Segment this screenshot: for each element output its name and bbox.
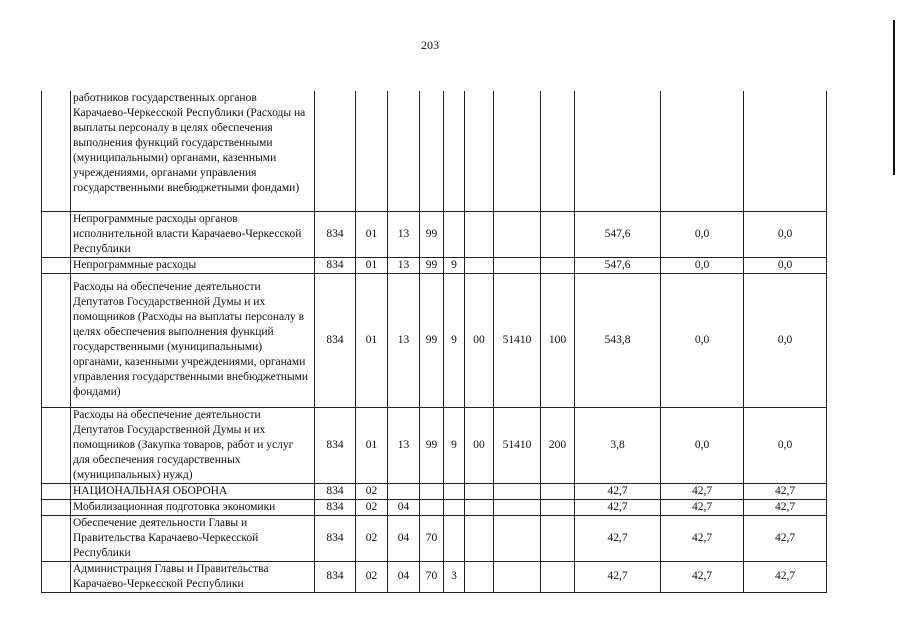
ved-cell: 834	[315, 211, 356, 257]
program-cell: 99	[420, 407, 444, 483]
activity-cell	[465, 515, 494, 561]
ved-cell: 834	[315, 407, 356, 483]
subprogram-cell: 9	[444, 407, 465, 483]
sum-year1-cell: 543,8	[575, 273, 661, 407]
pr-cell: 13	[388, 211, 420, 257]
row-name: Непрограммные расходы	[71, 257, 315, 273]
sum-year3-cell: 42,7	[744, 515, 827, 561]
row-name: Непрограммные расходы органов исполнительной власти Карачаево-Черкесской Республики	[71, 211, 315, 257]
subprogram-cell	[444, 211, 465, 257]
table-row	[42, 273, 827, 407]
sum-year2-cell	[661, 91, 744, 211]
subprogram-cell: 3	[444, 561, 465, 592]
ved-cell	[315, 91, 356, 211]
subprogram-cell	[444, 91, 465, 211]
sum-year2-cell: 42,7	[661, 499, 744, 515]
pr-cell: 13	[388, 273, 420, 407]
sum-year1-cell	[575, 91, 661, 211]
rz-cell: 02	[356, 499, 388, 515]
table-row	[42, 257, 827, 273]
activity-cell	[465, 91, 494, 211]
sum-year2-cell: 0,0	[661, 407, 744, 483]
vr-cell	[541, 483, 575, 499]
rz-cell: 02	[356, 515, 388, 561]
rz-cell: 01	[356, 407, 388, 483]
ved-cell: 834	[315, 515, 356, 561]
row-name: Мобилизационная подготовка экономики	[71, 499, 315, 515]
sum-year1-cell: 42,7	[575, 499, 661, 515]
row-name: Администрация Главы и Правительства Карачаево-Черкесской Республики	[71, 561, 315, 592]
ved-cell: 834	[315, 499, 356, 515]
rz-cell: 01	[356, 257, 388, 273]
direction-cell	[494, 257, 541, 273]
direction-cell: 51410	[494, 407, 541, 483]
sum-year2-cell: 42,7	[661, 561, 744, 592]
subprogram-cell	[444, 483, 465, 499]
pr-cell: 13	[388, 257, 420, 273]
sum-year2-cell: 42,7	[661, 515, 744, 561]
pr-cell: 13	[388, 407, 420, 483]
subprogram-cell: 9	[444, 273, 465, 407]
direction-cell	[494, 515, 541, 561]
pr-cell: 04	[388, 499, 420, 515]
table-row	[42, 515, 827, 561]
pr-cell: 04	[388, 515, 420, 561]
rz-cell: 02	[356, 483, 388, 499]
row-name: работников государственных органов Карачаево-Черкесской Республики (Расходы на выплаты персоналу в целях обеспечения выполнения функций государственными (муниципальными) органами, казенными учреждениями, органами управления государственными внебюджетными фондами)	[71, 91, 315, 211]
activity-cell	[465, 499, 494, 515]
sum-year3-cell: 0,0	[744, 407, 827, 483]
vr-cell	[541, 515, 575, 561]
vr-cell: 100	[541, 273, 575, 407]
program-cell: 70	[420, 515, 444, 561]
table-row	[42, 91, 827, 211]
sum-year2-cell: 0,0	[661, 211, 744, 257]
page-number: 203	[421, 38, 439, 52]
activity-cell	[465, 483, 494, 499]
table-row	[42, 483, 827, 499]
sum-year1-cell: 42,7	[575, 483, 661, 499]
activity-cell	[465, 211, 494, 257]
sum-year3-cell: 42,7	[744, 483, 827, 499]
row-name: Расходы на обеспечение деятельности Депутатов Государственной Думы и их помощников (Закупка товаров, работ и услуг для обеспечения государственных (муниципальных) нужд)	[71, 407, 315, 483]
table-row	[42, 561, 827, 592]
subprogram-cell	[444, 515, 465, 561]
direction-cell	[494, 483, 541, 499]
vr-cell	[541, 499, 575, 515]
ved-cell: 834	[315, 257, 356, 273]
sum-year2-cell: 0,0	[661, 257, 744, 273]
sum-year1-cell: 42,7	[575, 561, 661, 592]
sum-year3-cell	[744, 91, 827, 211]
vr-cell	[541, 211, 575, 257]
activity-cell: 00	[465, 273, 494, 407]
activity-cell: 00	[465, 407, 494, 483]
program-cell	[420, 499, 444, 515]
sum-year1-cell: 3,8	[575, 407, 661, 483]
ved-cell: 834	[315, 483, 356, 499]
program-cell	[420, 483, 444, 499]
direction-cell: 51410	[494, 273, 541, 407]
table-row	[42, 211, 827, 257]
subprogram-cell	[444, 499, 465, 515]
row-name: Обеспечение деятельности Главы и Правительства Карачаево-Черкесской Республики	[71, 515, 315, 561]
table-row	[42, 499, 827, 515]
direction-cell	[494, 561, 541, 592]
vr-cell	[541, 91, 575, 211]
vr-cell	[541, 561, 575, 592]
rz-cell	[356, 91, 388, 211]
direction-cell	[494, 91, 541, 211]
sum-year1-cell: 547,6	[575, 211, 661, 257]
rz-cell: 01	[356, 273, 388, 407]
sum-year3-cell: 0,0	[744, 211, 827, 257]
activity-cell	[465, 561, 494, 592]
program-cell: 99	[420, 257, 444, 273]
activity-cell	[465, 257, 494, 273]
row-name: Расходы на обеспечение деятельности Депутатов Государственной Думы и их помощников (Расходы на выплаты персоналу в целях обеспечения выполнения функций государственными (муниципальными) органами, казенными учреждениями, органами управления государственными внебюджетными фондами)	[71, 273, 315, 407]
sum-year3-cell: 0,0	[744, 257, 827, 273]
direction-cell	[494, 499, 541, 515]
sum-year2-cell: 42,7	[661, 483, 744, 499]
sum-year3-cell: 0,0	[744, 273, 827, 407]
sum-year3-cell: 42,7	[744, 561, 827, 592]
ved-cell: 834	[315, 561, 356, 592]
subprogram-cell: 9	[444, 257, 465, 273]
margin-bar	[893, 20, 895, 175]
table-row	[42, 407, 827, 483]
sum-year1-cell: 547,6	[575, 257, 661, 273]
row-name: НАЦИОНАЛЬНАЯ ОБОРОНА	[71, 483, 315, 499]
direction-cell	[494, 211, 541, 257]
program-cell: 70	[420, 561, 444, 592]
ved-cell: 834	[315, 273, 356, 407]
sum-year1-cell: 42,7	[575, 515, 661, 561]
sum-year3-cell: 42,7	[744, 499, 827, 515]
budget-table	[41, 91, 827, 593]
vr-cell: 200	[541, 407, 575, 483]
program-cell	[420, 91, 444, 211]
pr-cell	[388, 483, 420, 499]
vr-cell	[541, 257, 575, 273]
rz-cell: 01	[356, 211, 388, 257]
rz-cell: 02	[356, 561, 388, 592]
pr-cell: 04	[388, 561, 420, 592]
pr-cell	[388, 91, 420, 211]
program-cell: 99	[420, 211, 444, 257]
sum-year2-cell: 0,0	[661, 273, 744, 407]
program-cell: 99	[420, 273, 444, 407]
